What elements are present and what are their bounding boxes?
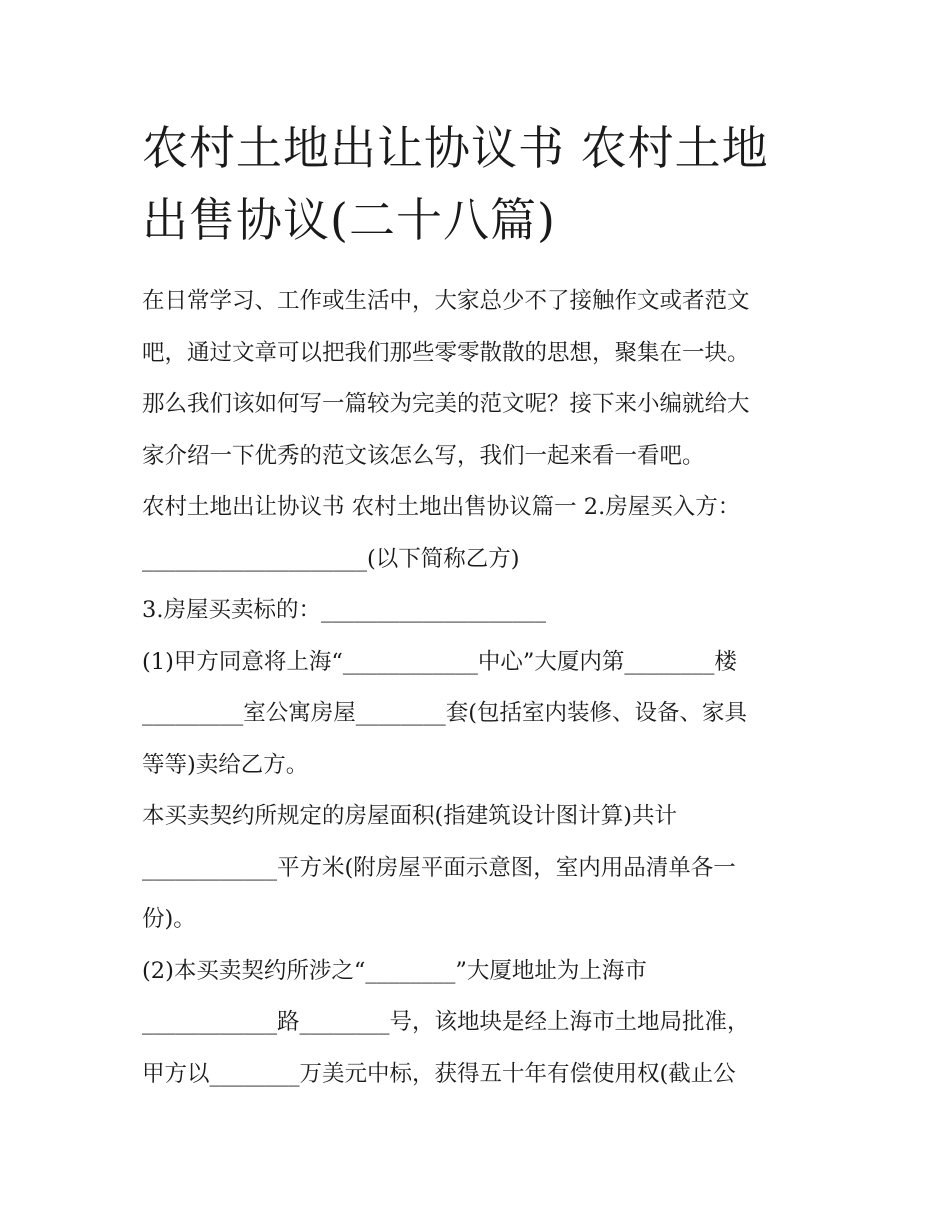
document-title (142, 112, 842, 256)
body-line: 本买卖契约所规定的房屋面积(指建筑设计图计算)共计 (142, 803, 678, 829)
body-line: 等等)卖给乙方。 (142, 751, 309, 778)
body-line: 3.房屋买卖标的：____________________ (142, 597, 546, 623)
body-line: ____________________(以下简称乙方) (142, 545, 520, 572)
body-line: _________室公寓房屋________套(包括室内装修、设备、家具 (142, 700, 748, 726)
body-line: (2)本买卖契约所涉之“________”大厦地址为上海市 (142, 957, 647, 984)
body-line: 在日常学习、工作或生活中，大家总少不了接触作文或者范文 (142, 288, 750, 314)
body-line: 那么我们该如何写一篇较为完美的范文呢？接下来小编就给大 (142, 391, 750, 417)
body-line: 份)。 (142, 906, 196, 932)
body-line: 农村土地出让协议书 农村土地出售协议篇一 2.房屋买入方： (142, 494, 741, 520)
body-line: 甲方以________万美元中标，获得五十年有偿使用权(截止公 (142, 1060, 736, 1087)
body-line: (1)甲方同意将上海“____________中心”大厦内第________楼 (142, 648, 737, 675)
body-line: 吧，通过文章可以把我们那些零零散散的思想，聚集在一块。 (142, 339, 750, 366)
body-line: ____________路________号，该地块是经上海市土地局批准， (142, 1009, 750, 1035)
title-line: 出售协议(二十八篇) (142, 193, 556, 247)
title-line: 农村土地出让协议书 农村土地 (142, 121, 769, 175)
document-body (142, 276, 832, 1100)
body-line: ____________平方米(附房屋平面示意图，室内用品清单各一 (142, 854, 736, 881)
body-line: 家介绍一下优秀的范文该怎么写，我们一起来看一看吧。 (142, 442, 705, 469)
